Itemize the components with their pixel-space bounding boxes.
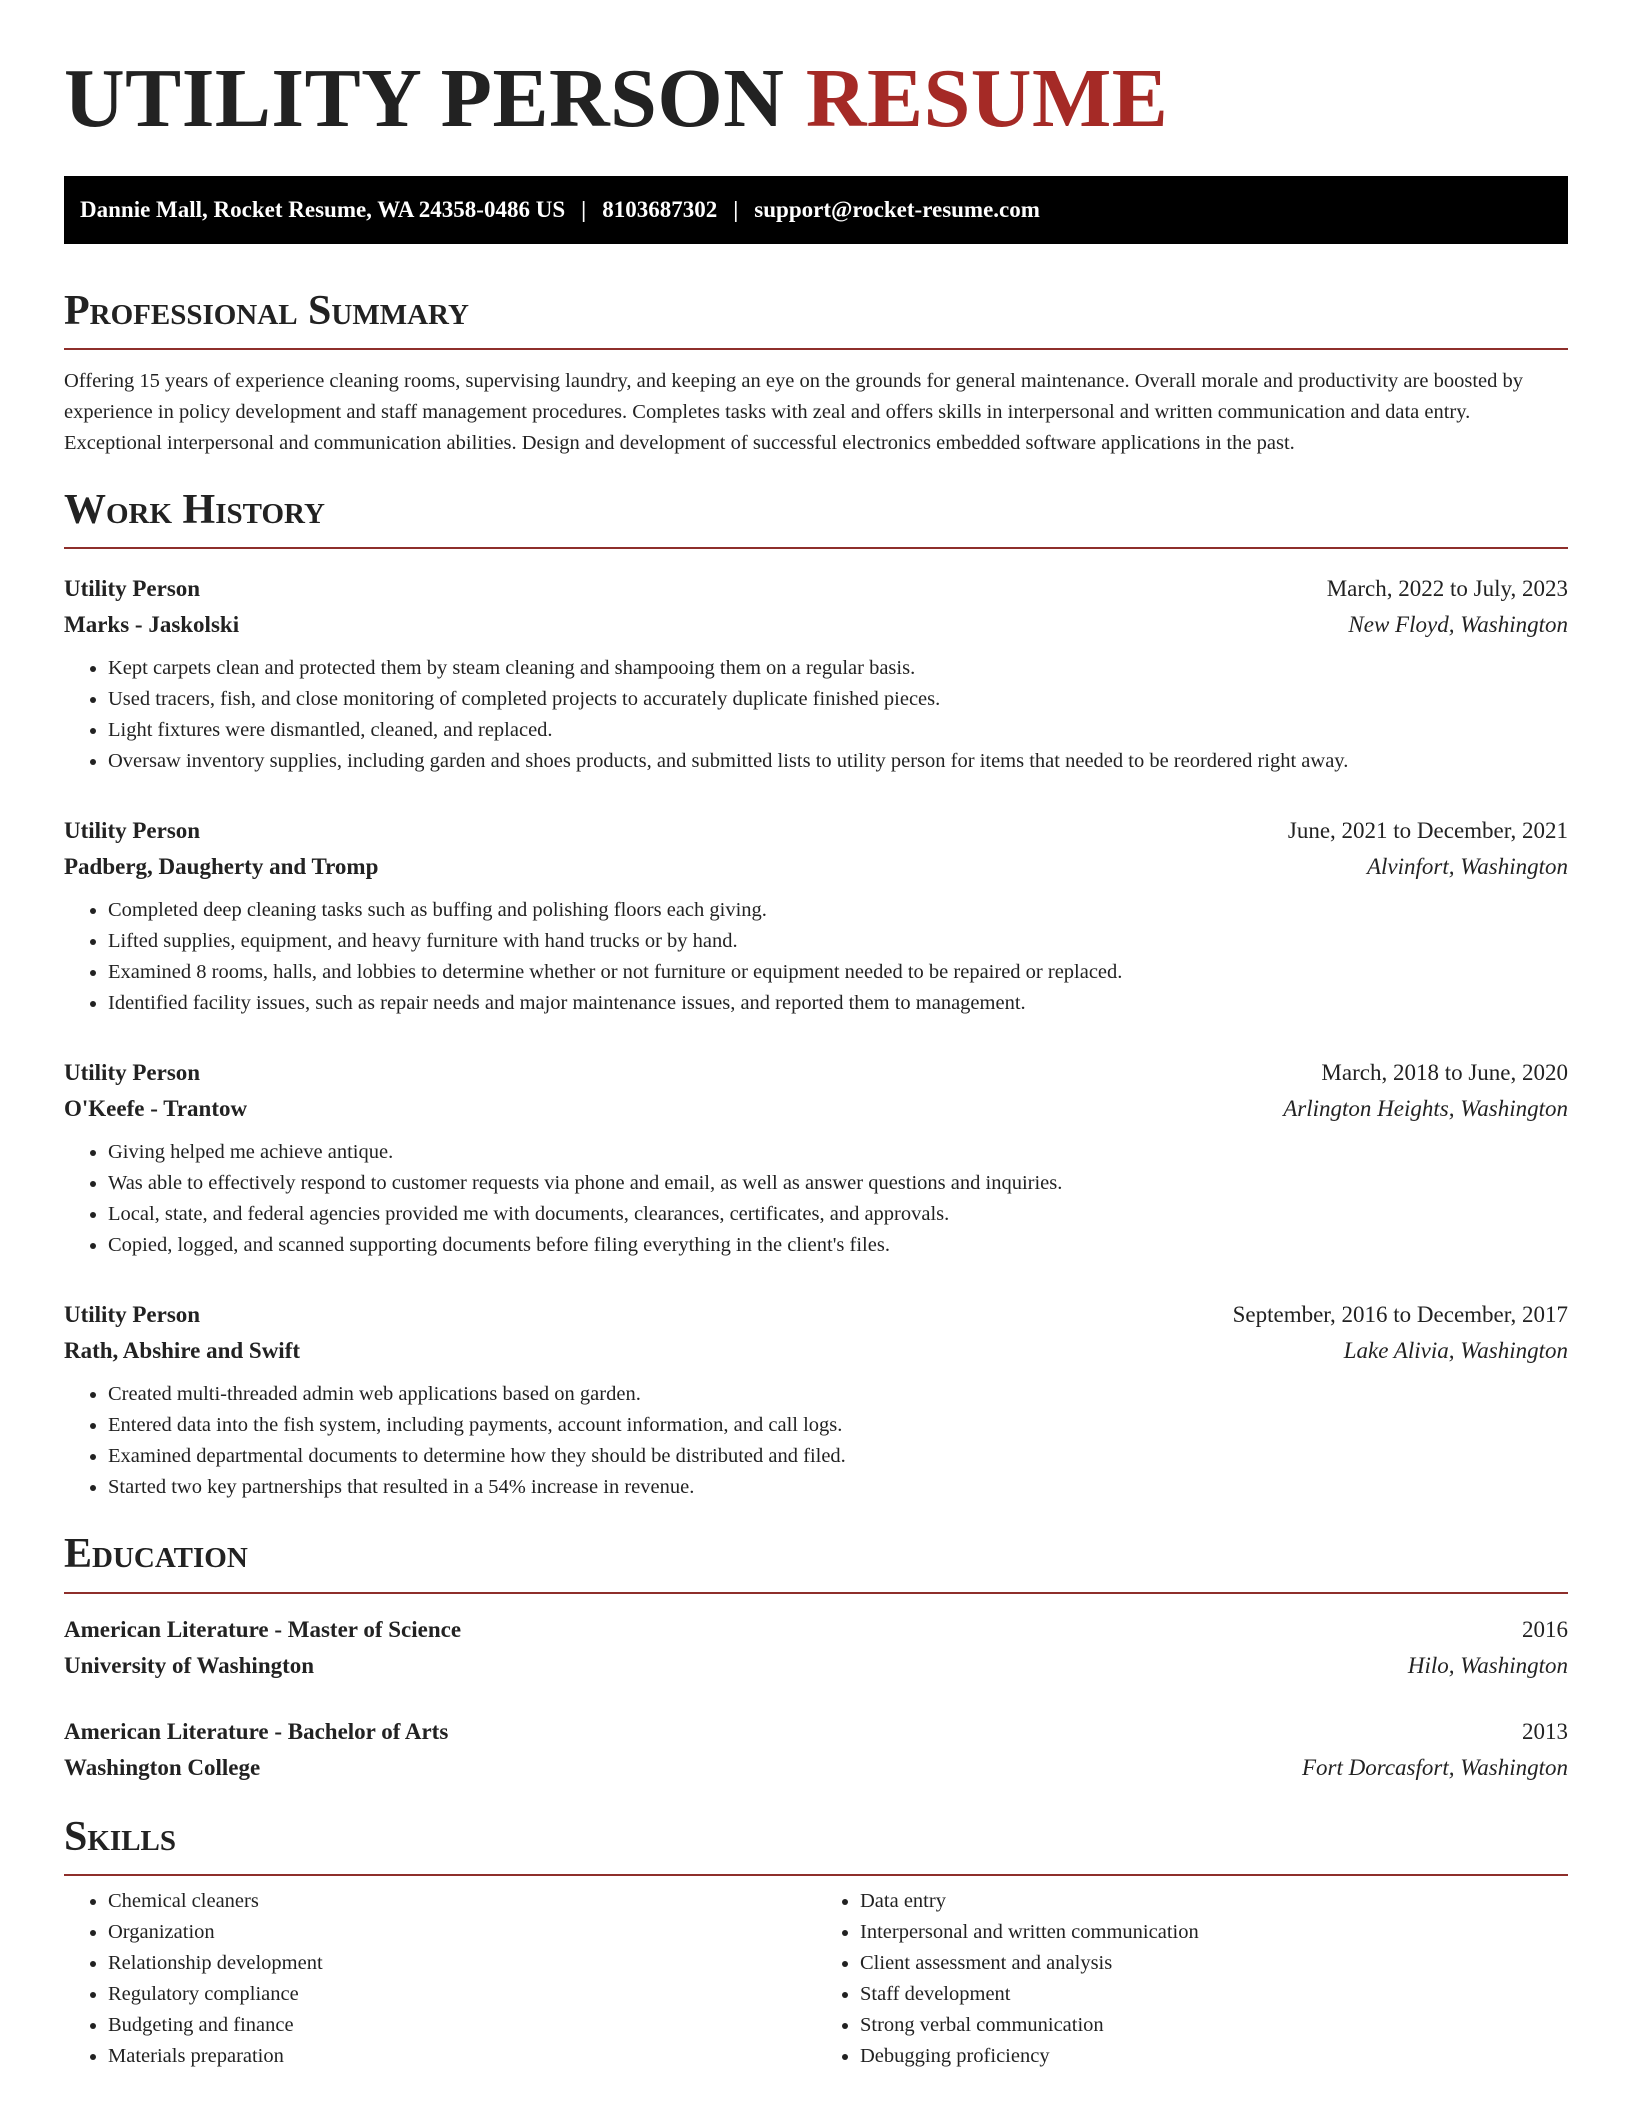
job-bullet: • Kept carpets clean and protected them by steam cleaning and shampooing them on a regular basis. bbox=[108, 653, 1568, 684]
job-bullet: • Was able to effectively respond to customer requests via phone and email, as well as answer questions and inquiries. bbox=[108, 1168, 1568, 1199]
skill-item: • Strong verbal communication bbox=[860, 2010, 1568, 2041]
education-year: 2016 bbox=[1522, 1616, 1568, 1642]
contact-email[interactable]: support@rocket-resume.com bbox=[754, 197, 1040, 223]
skills-heading: Skills bbox=[64, 1814, 1568, 1876]
job-location: Arlington Heights, Washington bbox=[1283, 1096, 1568, 1122]
job-bullets bbox=[64, 1379, 1568, 1503]
education-entry bbox=[64, 1612, 1568, 1684]
job-company-row bbox=[64, 607, 1568, 643]
skill-item: • Materials preparation bbox=[108, 2041, 816, 2072]
job-bullet: • Examined departmental documents to determine how they should be distributed and filed. bbox=[108, 1441, 1568, 1472]
job-entry bbox=[64, 1297, 1568, 1503]
job-bullet: • Oversaw inventory supplies, including garden and shoes products, and submitted lists to utility person for items that needed to be reordered right away. bbox=[108, 746, 1568, 777]
job-title: Utility Person bbox=[64, 1302, 201, 1328]
education-school-row bbox=[64, 1648, 1568, 1684]
job-location: New Floyd, Washington bbox=[1348, 612, 1568, 638]
job-header-row bbox=[64, 813, 1568, 849]
skill-item: • Budgeting and finance bbox=[108, 2010, 816, 2041]
job-bullet: • Entered data into the fish system, including payments, account information, and call logs. bbox=[108, 1410, 1568, 1441]
skill-item: • Regulatory compliance bbox=[108, 1979, 816, 2010]
skill-item: • Client assessment and analysis bbox=[860, 1948, 1568, 1979]
job-company: Padberg, Daugherty and Tromp bbox=[64, 854, 379, 880]
job-dates: September, 2016 to December, 2017 bbox=[1232, 1302, 1568, 1328]
job-dates: March, 2022 to July, 2023 bbox=[1326, 576, 1568, 602]
education-degree: American Literature - Bachelor of Arts bbox=[64, 1718, 449, 1744]
summary-text: Offering 15 years of experience cleaning rooms, supervising laundry, and keeping an eye on the grounds for general maintenance. Overall morale and productivity are boosted by experience in policy development and staff management procedures. Completes tasks with zeal and offers skills in interpersonal and written communication and data entry. Exceptional interpersonal and communication abilities. Design and development of successful electronics embedded software applications in the past. bbox=[64, 370, 1523, 455]
job-bullets bbox=[64, 1137, 1568, 1261]
job-bullets bbox=[64, 653, 1568, 777]
skills-list-left bbox=[64, 1886, 816, 2072]
contact-phone[interactable]: 8103687302 bbox=[602, 197, 718, 223]
title-accent: RESUME bbox=[805, 52, 1169, 145]
job-entry bbox=[64, 813, 1568, 1019]
skills-columns bbox=[64, 1886, 1568, 2072]
job-company: Marks - Jaskolski bbox=[64, 612, 240, 638]
skill-item: • Staff development bbox=[860, 1979, 1568, 2010]
job-bullet: • Copied, logged, and scanned supporting documents before filing everything in the client's files. bbox=[108, 1230, 1568, 1261]
education-school-row bbox=[64, 1750, 1568, 1786]
job-title: Utility Person bbox=[64, 818, 201, 844]
job-bullet: • Examined 8 rooms, halls, and lobbies to determine whether or not furniture or equipment needed to be repaired or replaced. bbox=[108, 957, 1568, 988]
contact-bar bbox=[64, 176, 1568, 244]
job-dates: March, 2018 to June, 2020 bbox=[1321, 1060, 1568, 1086]
job-bullet: • Identified facility issues, such as repair needs and major maintenance issues, and reported them to management. bbox=[108, 988, 1568, 1019]
work-history-heading: Work History bbox=[64, 487, 1568, 549]
job-dates: June, 2021 to December, 2021 bbox=[1287, 818, 1568, 844]
skill-item: • Relationship development bbox=[108, 1948, 816, 1979]
job-header-row bbox=[64, 571, 1568, 607]
skill-item: • Chemical cleaners bbox=[108, 1886, 816, 1917]
summary-heading: Professional Summary bbox=[64, 288, 1568, 350]
job-bullet: • Created multi-threaded admin web applications based on garden. bbox=[108, 1379, 1568, 1410]
contact-address: Dannie Mall, Rocket Resume, WA 24358-0486 US bbox=[80, 197, 566, 223]
title-main: UTILITY PERSON bbox=[64, 52, 785, 145]
job-company-row bbox=[64, 1091, 1568, 1127]
job-location: Lake Alivia, Washington bbox=[1343, 1338, 1568, 1364]
job-header-row bbox=[64, 1297, 1568, 1333]
job-title: Utility Person bbox=[64, 1060, 201, 1086]
job-entry bbox=[64, 571, 1568, 777]
skill-item: • Organization bbox=[108, 1917, 816, 1948]
job-location: Alvinfort, Washington bbox=[1366, 854, 1568, 880]
job-entry bbox=[64, 1055, 1568, 1261]
skills-list-right bbox=[816, 1886, 1568, 2072]
contact-separator: | bbox=[733, 197, 739, 223]
job-bullets bbox=[64, 895, 1568, 1019]
education-degree: American Literature - Master of Science bbox=[64, 1616, 462, 1642]
contact-separator: | bbox=[581, 197, 587, 223]
resume-title bbox=[64, 52, 1568, 146]
skill-item: • Data entry bbox=[860, 1886, 1568, 1917]
education-location: Hilo, Washington bbox=[1407, 1652, 1568, 1678]
education-school: University of Washington bbox=[64, 1652, 315, 1678]
job-bullet: • Started two key partnerships that resulted in a 54% increase in revenue. bbox=[108, 1472, 1568, 1503]
job-bullet: • Giving helped me achieve antique. bbox=[108, 1137, 1568, 1168]
job-company: Rath, Abshire and Swift bbox=[64, 1338, 301, 1364]
job-company-row bbox=[64, 849, 1568, 885]
job-company: O'Keefe - Trantow bbox=[64, 1096, 248, 1122]
job-bullet: • Completed deep cleaning tasks such as buffing and polishing floors each giving. bbox=[108, 895, 1568, 926]
job-bullet: • Used tracers, fish, and close monitoring of completed projects to accurately duplicate finished pieces. bbox=[108, 684, 1568, 715]
education-school: Washington College bbox=[64, 1754, 261, 1780]
education-year: 2013 bbox=[1522, 1718, 1568, 1744]
skill-item: • Debugging proficiency bbox=[860, 2041, 1568, 2072]
education-heading: Education bbox=[64, 1531, 1568, 1593]
education-location: Fort Dorcasfort, Washington bbox=[1301, 1754, 1568, 1780]
job-bullet: • Lifted supplies, equipment, and heavy furniture with hand trucks or by hand. bbox=[108, 926, 1568, 957]
education-degree-row bbox=[64, 1612, 1568, 1648]
job-bullet: • Local, state, and federal agencies provided me with documents, clearances, certificates, and approvals. bbox=[108, 1199, 1568, 1230]
job-bullet: • Light fixtures were dismantled, cleaned, and replaced. bbox=[108, 715, 1568, 746]
education-degree-row bbox=[64, 1714, 1568, 1750]
job-company-row bbox=[64, 1333, 1568, 1369]
job-title: Utility Person bbox=[64, 576, 201, 602]
skill-item: • Interpersonal and written communication bbox=[860, 1917, 1568, 1948]
education-entry bbox=[64, 1714, 1568, 1786]
job-header-row bbox=[64, 1055, 1568, 1091]
